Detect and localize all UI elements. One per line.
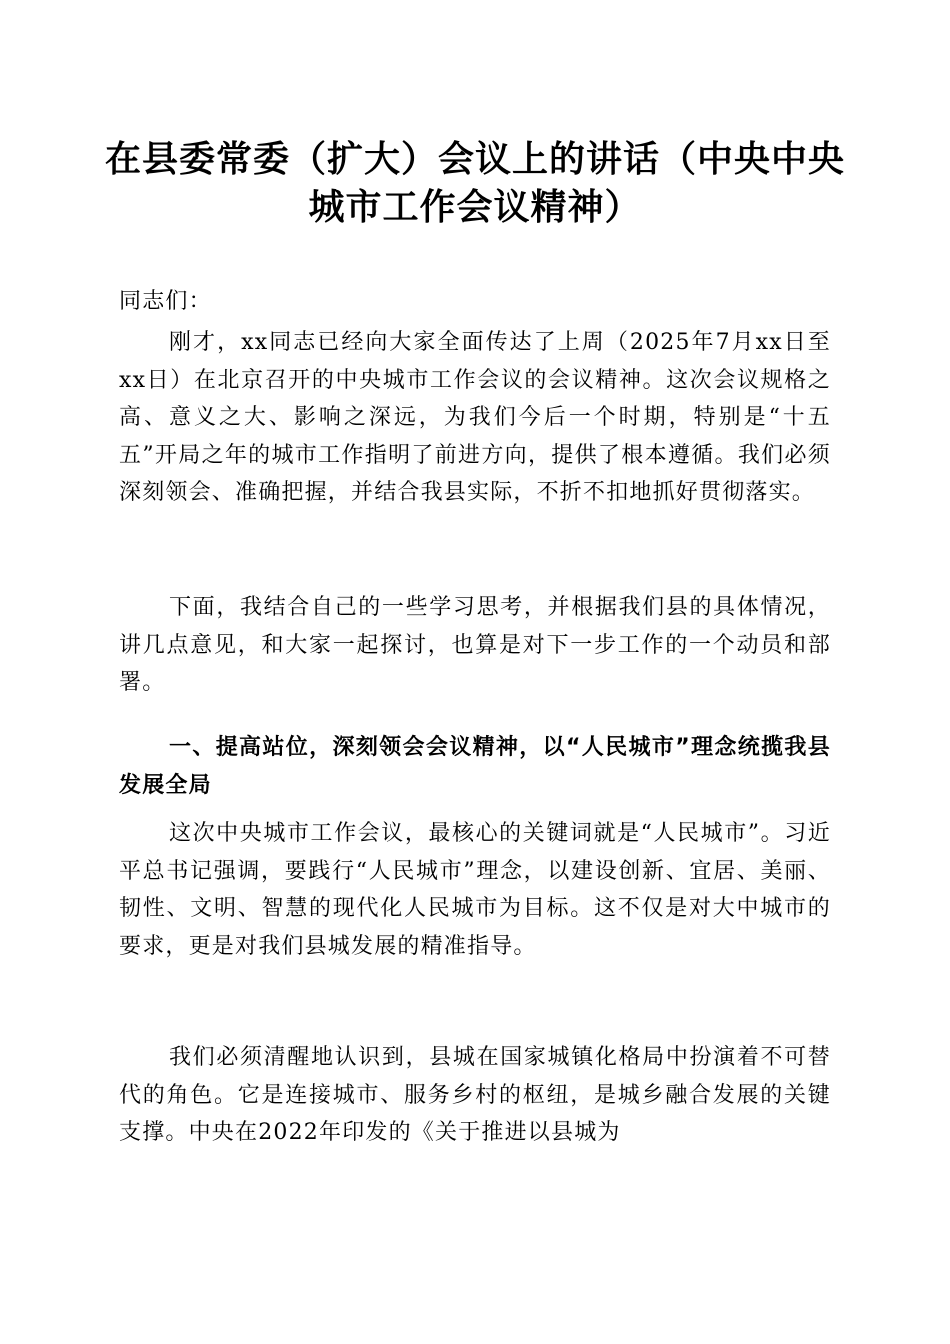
document-title: 在县委常委（扩大）会议上的讲话（中央中央城市工作会议精神） [105, 138, 846, 228]
section-heading-1: 一、提高站位，深刻领会会议精神，以“人民城市”理念统揽我县发展全局 [119, 735, 831, 798]
salutation: 同志们： [119, 289, 212, 314]
paragraph-outline: 下面，我结合自己的一些学习思考，并根据我们县的具体情况，讲几点意见，和大家一起探讨，也算是对下一步工作的一个动员和部署。 [119, 595, 831, 695]
paragraph-county-role: 我们必须清醒地认识到，县城在国家城镇化格局中扮演着不可替代的角色。它是连接城市、服务乡村的枢纽，是城乡融合发展的关键支撑。中央在2022年印发的《关于推进以县城为 [119, 1045, 831, 1145]
paragraph-opening: 刚才，xx同志已经向大家全面传达了上周（2025年7月xx日至xx日）在北京召开的中央城市工作会议的会议精神。这次会议规格之高、意义之大、影响之深远，为我们今后一个时期，特别是“十五五”开局之年的城市工作指明了前进方向，提供了根本遵循。我们必须深刻领会、准确把握，并结合我县实际，不折不扣地抓好贯彻落实。 [119, 330, 831, 505]
paragraph-people-city: 这次中央城市工作会议，最核心的关键词就是“人民城市”。习近平总书记强调，要践行“人民城市”理念，以建设创新、宜居、美丽、韧性、文明、智慧的现代化人民城市为目标。这不仅是对大中城市的要求，更是对我们县城发展的精准指导。 [119, 821, 831, 959]
